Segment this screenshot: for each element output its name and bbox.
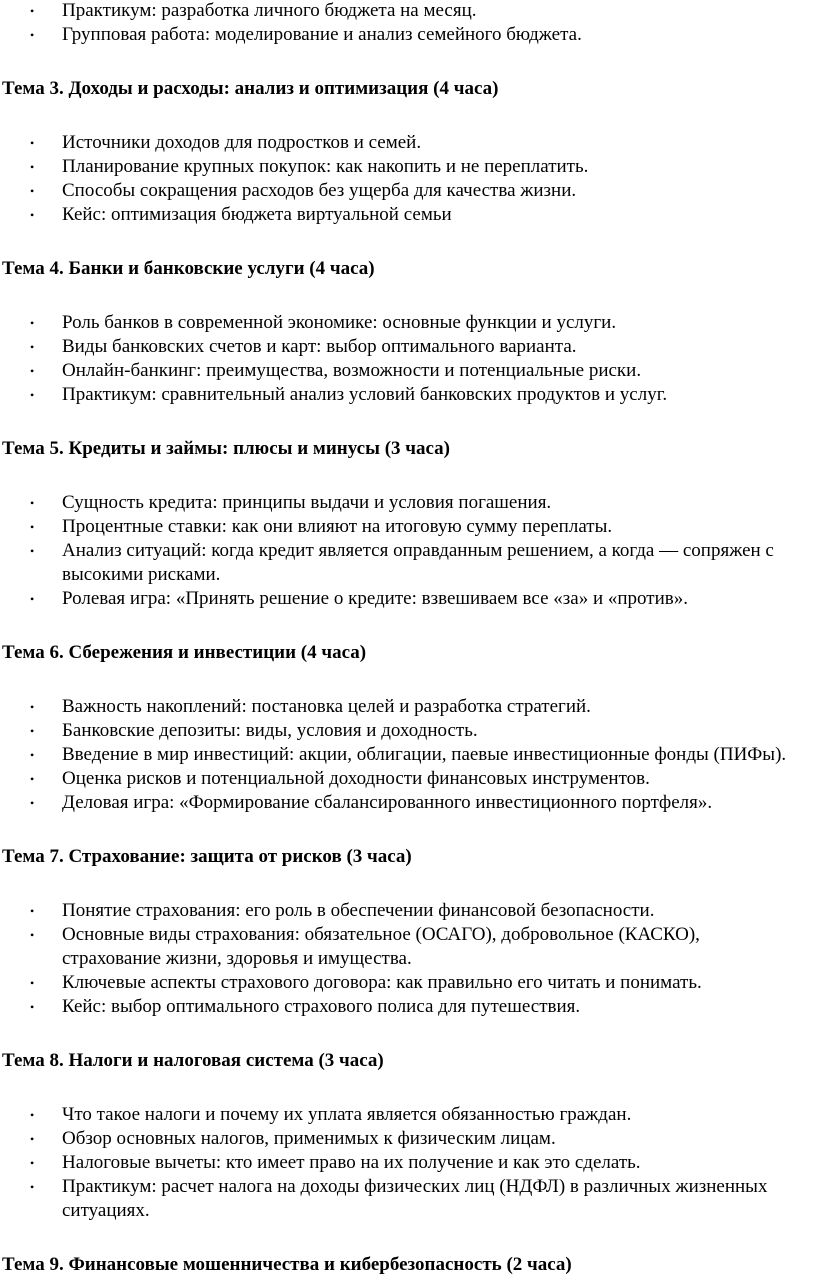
spacer — [0, 665, 816, 695]
list-item-text: Налоговые вычеты: кто имеет право на их получение и как это сделать. — [62, 1152, 641, 1173]
list-item — [0, 1103, 816, 1127]
list-item-text: Оценка рисков и потенциальной доходности финансовых инструментов. — [62, 768, 650, 789]
list-item-text: Анализ ситуаций: когда кредит является оправданным решением, а когда — сопряжен с высокими рисками. — [62, 540, 774, 585]
intro-list — [0, 0, 816, 47]
list-item — [0, 1127, 816, 1151]
section-title: Тема 8. Налоги и налоговая система (3 часа) — [2, 1050, 384, 1071]
list-item — [0, 1151, 816, 1175]
list-item — [0, 587, 816, 611]
list-item-text: Важность накоплений: постановка целей и разработка стратегий. — [62, 696, 591, 717]
list-item-text: Понятие страхования: его роль в обеспечении финансовой безопасности. — [62, 900, 655, 921]
section-list — [0, 695, 816, 815]
spacer — [0, 281, 816, 311]
list-item — [0, 695, 816, 719]
list-item — [0, 0, 816, 23]
list-item-text: Основные виды страхования: обязательное (ОСАГО), добровольное (КАСКО), страхование жизни, здоровья и имущества. — [62, 924, 700, 969]
bullet-icon: • — [30, 340, 35, 354]
list-item-text: Ролевая игра: «Принять решение о кредите: взвешиваем все «за» и «против». — [62, 588, 688, 609]
section-list — [0, 1103, 816, 1223]
list-item-text: Введение в мир инвестиций: акции, облигации, паевые инвестиционные фонды (ПИФы). — [62, 744, 787, 765]
section-title: Тема 4. Банки и банковские услуги (4 часа) — [2, 258, 375, 279]
section-list — [0, 491, 816, 611]
list-item — [0, 539, 816, 587]
list-item — [0, 335, 816, 359]
bullet-icon: • — [30, 928, 35, 942]
bullet-icon: • — [30, 316, 35, 330]
list-item-text: Обзор основных налогов, применимых к физическим лицам. — [62, 1128, 556, 1149]
bullet-icon: • — [30, 724, 35, 738]
section-list — [0, 899, 816, 1019]
list-item-text: Практикум: сравнительный анализ условий банковских продуктов и услуг. — [62, 384, 668, 405]
bullet-icon: • — [30, 796, 35, 810]
list-item — [0, 515, 816, 539]
list-item-text: Виды банковских счетов и карт: выбор оптимального варианта. — [62, 336, 577, 357]
list-item — [0, 359, 816, 383]
bullet-icon: • — [30, 772, 35, 786]
list-item — [0, 23, 816, 47]
spacer — [0, 815, 816, 845]
bullet-icon: • — [30, 700, 35, 714]
bullet-icon: • — [30, 388, 35, 402]
spacer — [0, 461, 816, 491]
list-item — [0, 155, 816, 179]
list-item — [0, 383, 816, 407]
list-item — [0, 791, 816, 815]
section-list — [0, 131, 816, 227]
bullet-icon: • — [30, 904, 35, 918]
section-title: Тема 7. Страхование: защита от рисков (3 часа) — [2, 846, 412, 867]
list-item — [0, 767, 816, 791]
bullet-icon: • — [30, 748, 35, 762]
list-item-text: Процентные ставки: как они влияют на итоговую сумму переплаты. — [62, 516, 613, 537]
bullet-icon: • — [30, 1132, 35, 1146]
bullet-icon: • — [30, 136, 35, 150]
list-item — [0, 311, 816, 335]
bullet-icon: • — [30, 160, 35, 174]
sections-container — [0, 47, 816, 1277]
bullet-icon: • — [30, 1180, 35, 1194]
spacer — [0, 1223, 816, 1253]
bullet-icon: • — [30, 1000, 35, 1014]
bullet-icon: • — [30, 208, 35, 222]
spacer — [0, 611, 816, 641]
list-item-text: Групповая работа: моделирование и анализ семейного бюджета. — [62, 24, 582, 45]
section-title: Тема 3. Доходы и расходы: анализ и оптимизация (4 часа) — [2, 78, 499, 99]
list-item-text: Деловая игра: «Формирование сбалансированного инвестиционного портфеля». — [62, 792, 713, 813]
list-item-text: Ключевые аспекты страхового договора: как правильно его читать и понимать. — [62, 972, 702, 993]
list-item — [0, 743, 816, 767]
list-item — [0, 719, 816, 743]
list-item — [0, 131, 816, 155]
list-item-text: Практикум: расчет налога на доходы физических лиц (НДФЛ) в различных жизненных ситуациях. — [62, 1176, 768, 1221]
spacer — [0, 869, 816, 899]
list-item-text: Сущность кредита: принципы выдачи и условия погашения. — [62, 492, 552, 513]
section-list — [0, 311, 816, 407]
bullet-icon: • — [30, 976, 35, 990]
list-item-text: Кейс: оптимизация бюджета виртуальной семьи — [62, 204, 452, 225]
list-item-text: Роль банков в современной экономике: основные функции и услуги. — [62, 312, 617, 333]
list-item — [0, 179, 816, 203]
bullet-icon: • — [30, 496, 35, 510]
list-item-text: Планирование крупных покупок: как накопить и не переплатить. — [62, 156, 589, 177]
bullet-icon: • — [30, 28, 35, 42]
list-item — [0, 923, 816, 971]
spacer — [0, 1019, 816, 1049]
list-item — [0, 1175, 816, 1223]
list-item-text: Банковские депозиты: виды, условия и доходность. — [62, 720, 478, 741]
list-item-text: Онлайн-банкинг: преимущества, возможности и потенциальные риски. — [62, 360, 642, 381]
section-title: Тема 9. Финансовые мошенничества и кибербезопасность (2 часа) — [2, 1254, 572, 1275]
list-item-text: Кейс: выбор оптимального страхового полиса для путешествия. — [62, 996, 581, 1017]
spacer — [0, 1073, 816, 1103]
bullet-icon: • — [30, 184, 35, 198]
bullet-icon: • — [30, 592, 35, 606]
bullet-icon: • — [30, 1156, 35, 1170]
list-item-text: Практикум: разработка личного бюджета на месяц. — [62, 0, 477, 21]
list-item — [0, 995, 816, 1019]
spacer — [0, 227, 816, 257]
bullet-icon: • — [30, 1108, 35, 1122]
list-item — [0, 971, 816, 995]
list-item — [0, 203, 816, 227]
spacer — [0, 101, 816, 131]
bullet-icon: • — [30, 544, 35, 558]
list-item — [0, 491, 816, 515]
list-item-text: Что такое налоги и почему их уплата является обязанностью граждан. — [62, 1104, 632, 1125]
list-item-text: Источники доходов для подростков и семей. — [62, 132, 422, 153]
bullet-icon: • — [30, 520, 35, 534]
bullet-icon: • — [30, 4, 35, 18]
list-item-text: Способы сокращения расходов без ущерба для качества жизни. — [62, 180, 577, 201]
bullet-icon: • — [30, 364, 35, 378]
section-title: Тема 6. Сбережения и инвестиции (4 часа) — [2, 642, 367, 663]
section-title: Тема 5. Кредиты и займы: плюсы и минусы (3 часа) — [2, 438, 450, 459]
spacer — [0, 47, 816, 77]
spacer — [0, 407, 816, 437]
list-item — [0, 899, 816, 923]
